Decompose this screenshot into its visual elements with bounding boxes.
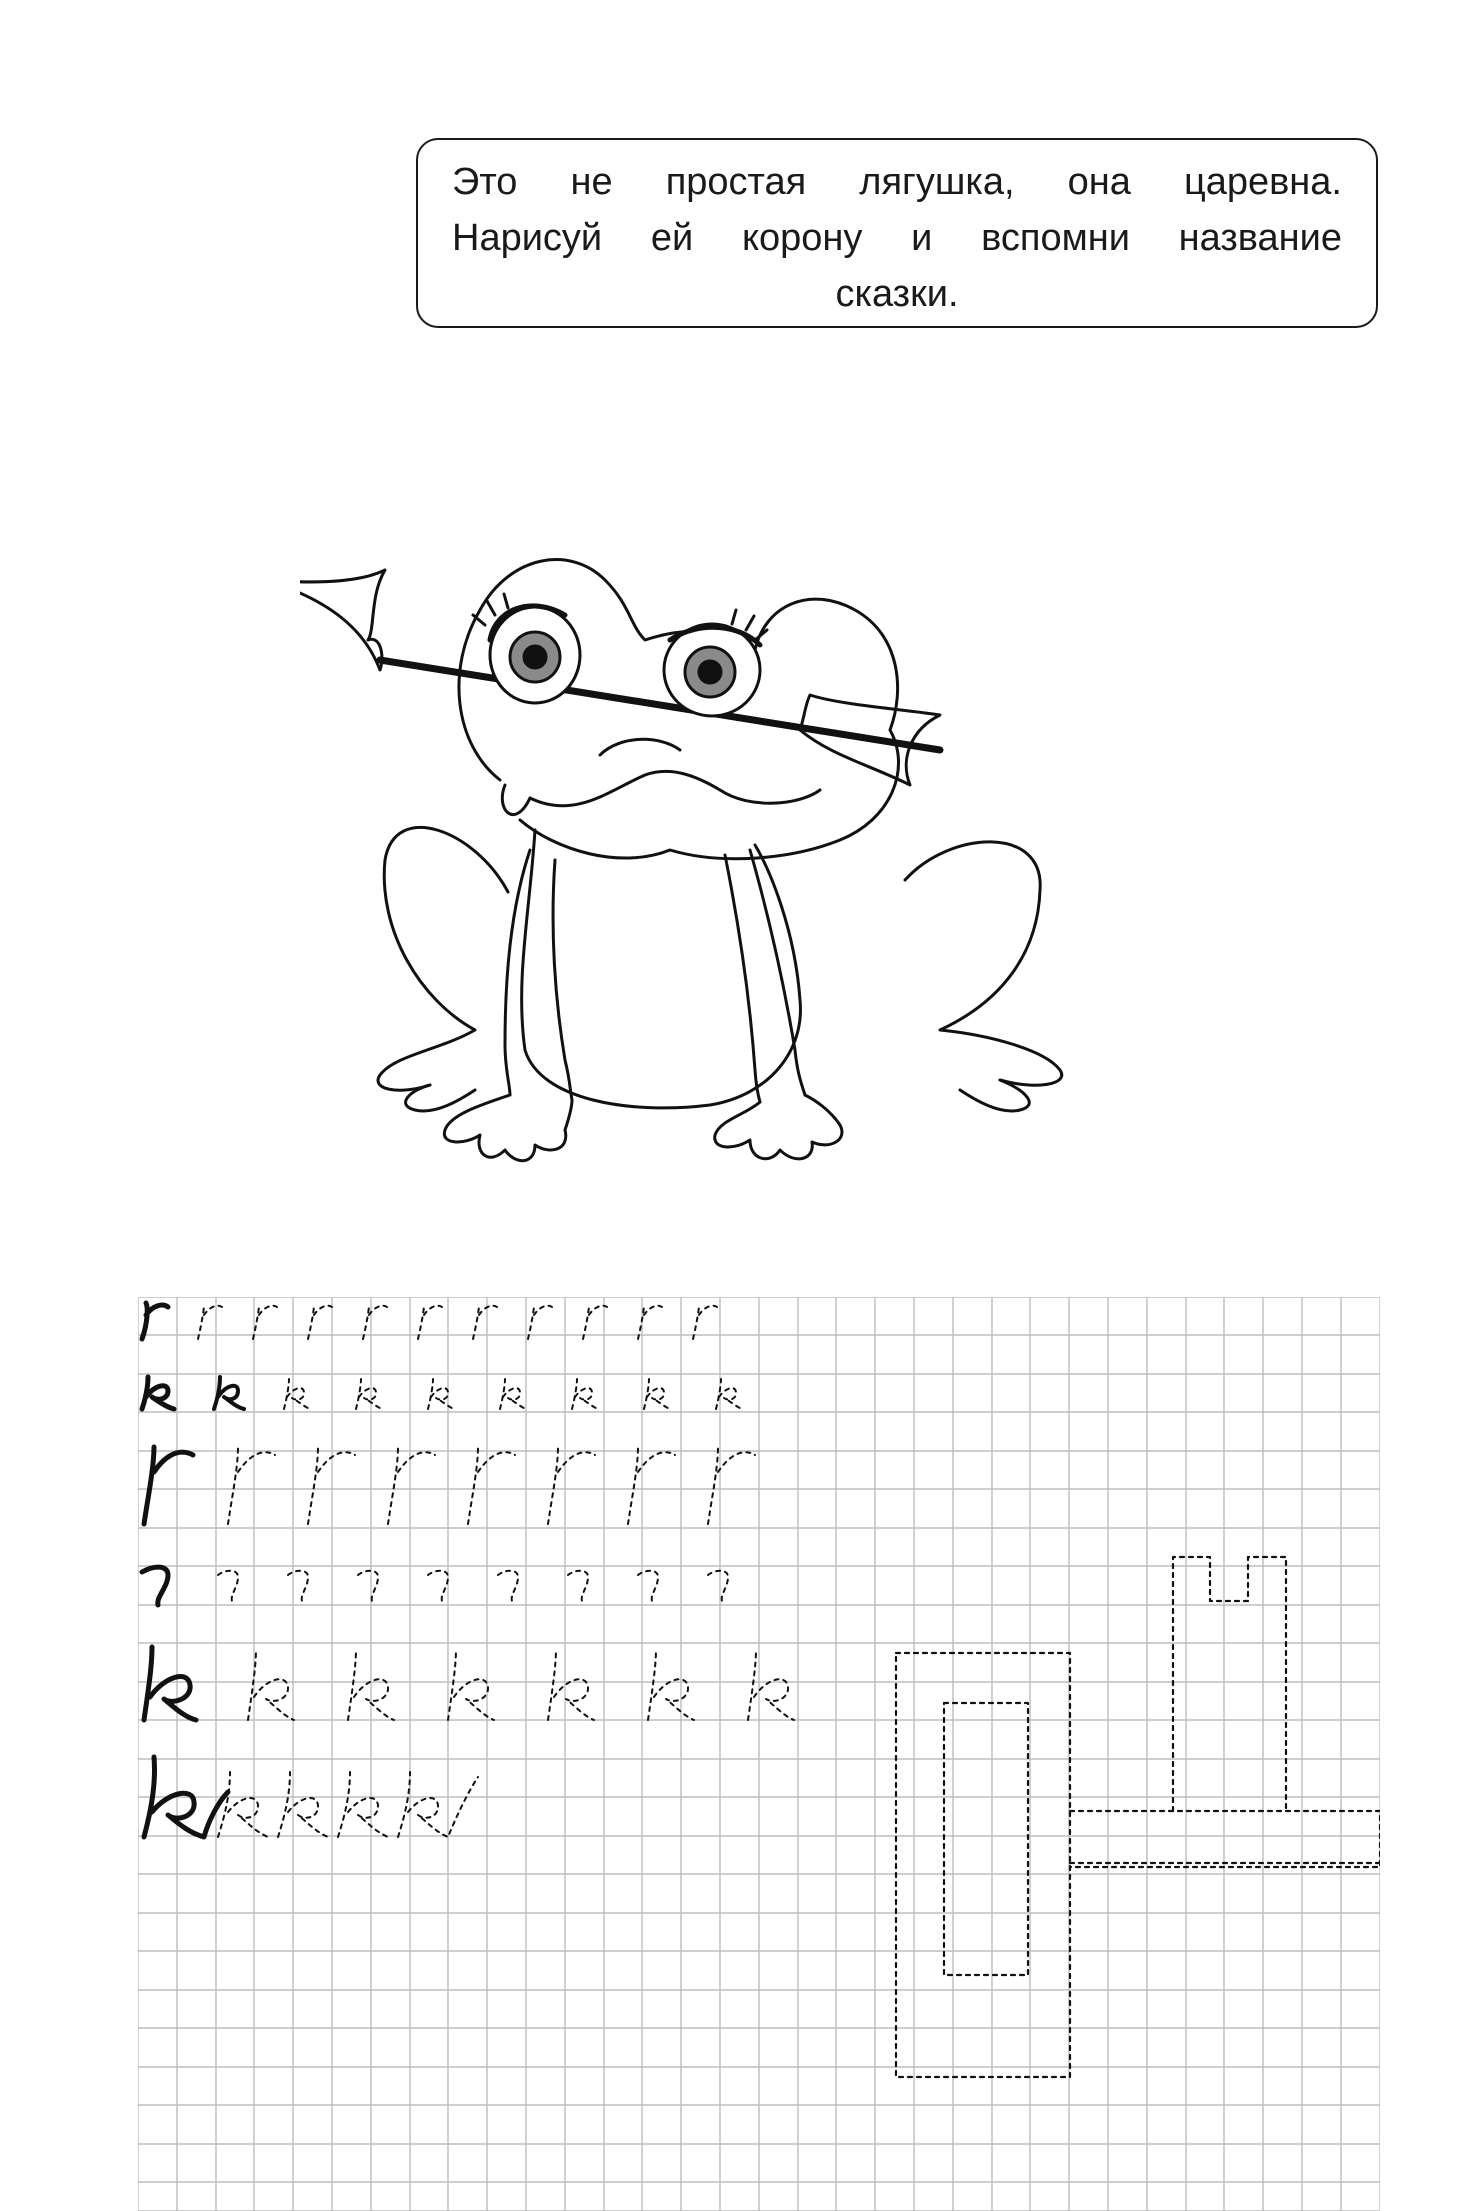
frog-mouth: [530, 771, 820, 805]
practice-row-3: [144, 1447, 755, 1524]
dashed-key-pattern: [896, 1557, 1380, 2077]
practice-row-2: [142, 1377, 742, 1409]
frog-body: [522, 830, 801, 1108]
instruction-line-3: сказки.: [835, 273, 959, 315]
frog-left-front-leg: [505, 850, 530, 1095]
frog-right-back-leg: [905, 842, 1062, 1085]
frog-right-front-foot: [715, 1095, 842, 1159]
practice-row-4: [142, 1567, 728, 1605]
arrow-head: [300, 570, 385, 670]
instruction-line-1: Это не простая лягушка, она царевна.: [452, 161, 1342, 203]
practice-row-1: [142, 1303, 717, 1339]
grid-lines: [138, 1297, 1380, 2211]
frog-left-back-leg: [378, 827, 508, 1090]
frog-princess-illustration: [300, 530, 1200, 1290]
instruction-box: [416, 138, 1378, 328]
practice-row-5: [144, 1647, 794, 1720]
frog-left-front-foot: [444, 1095, 572, 1161]
handwriting-practice-grid: [138, 1297, 1380, 2211]
instruction-line-2: Нарисуй ей корону и вспомни название: [452, 217, 1342, 259]
